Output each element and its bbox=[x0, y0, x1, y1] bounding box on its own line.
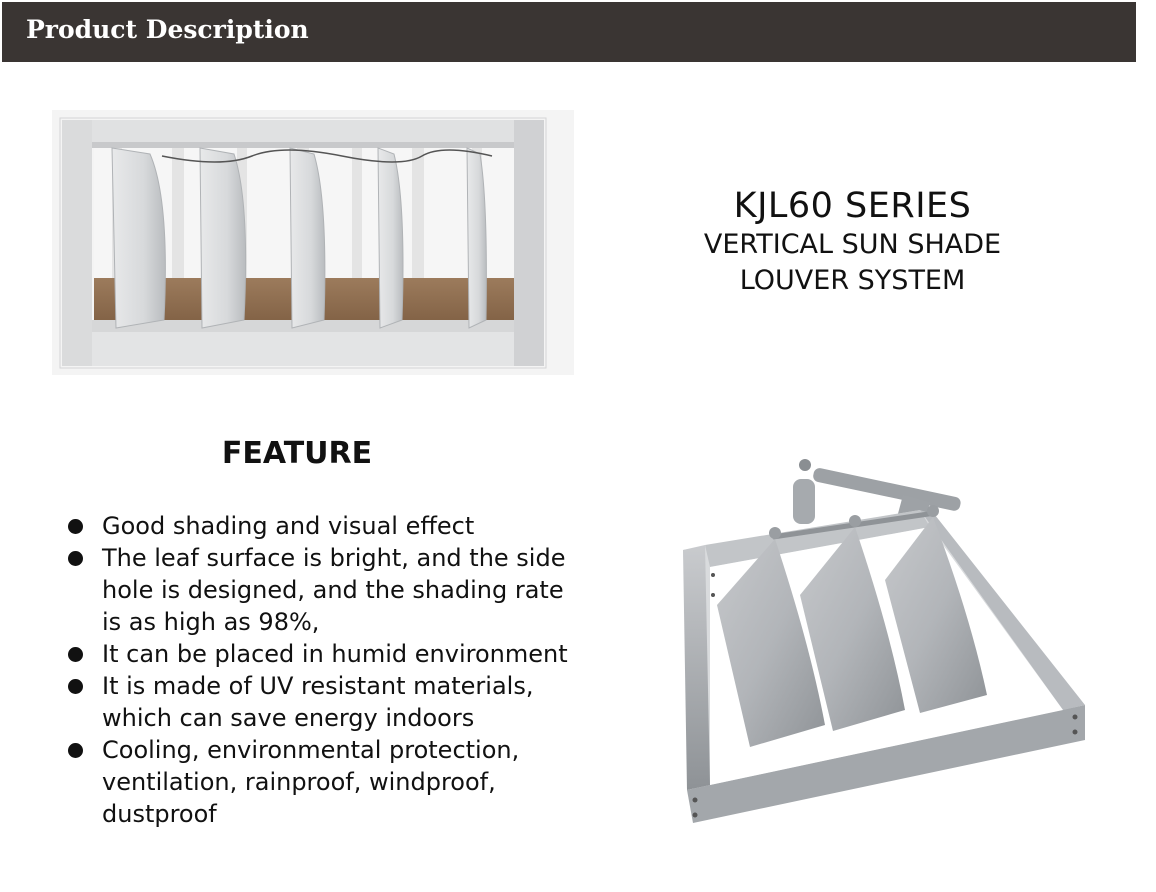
feature-list bbox=[66, 510, 586, 830]
feature-item-text: It can be placed in humid environment bbox=[102, 640, 568, 668]
series-title: KJL60 SERIES bbox=[733, 186, 972, 226]
header-bar bbox=[2, 2, 1136, 62]
feature-item bbox=[66, 510, 586, 542]
feature-item-text: It is made of UV resistant materials, which can save energy indoors bbox=[102, 672, 534, 732]
bullet-icon bbox=[68, 519, 83, 534]
bullet-icon bbox=[68, 647, 83, 662]
louver-unit-photo bbox=[665, 455, 1090, 835]
bullet-icon bbox=[68, 679, 83, 694]
feature-item bbox=[66, 638, 586, 670]
bullet-icon bbox=[68, 551, 83, 566]
feature-item bbox=[66, 670, 586, 734]
series-subtitle-line1: VERTICAL SUN SHADE bbox=[703, 229, 1002, 260]
series-block bbox=[640, 185, 1065, 299]
feature-title: FEATURE bbox=[221, 436, 373, 471]
bullet-icon bbox=[68, 743, 83, 758]
series-subtitle-line2: LOUVER SYSTEM bbox=[739, 265, 966, 296]
feature-item-text: Cooling, environmental protection, ventilation, rainproof, windproof, dustproof bbox=[102, 736, 520, 828]
feature-item bbox=[66, 734, 586, 830]
louver-frame-photo bbox=[52, 110, 574, 375]
feature-item bbox=[66, 542, 586, 638]
header-title: Product Description bbox=[26, 15, 309, 44]
feature-item-text: Good shading and visual effect bbox=[102, 512, 475, 540]
feature-item-text: The leaf surface is bright, and the side hole is designed, and the shading rate is as high as 98%, bbox=[102, 544, 566, 636]
